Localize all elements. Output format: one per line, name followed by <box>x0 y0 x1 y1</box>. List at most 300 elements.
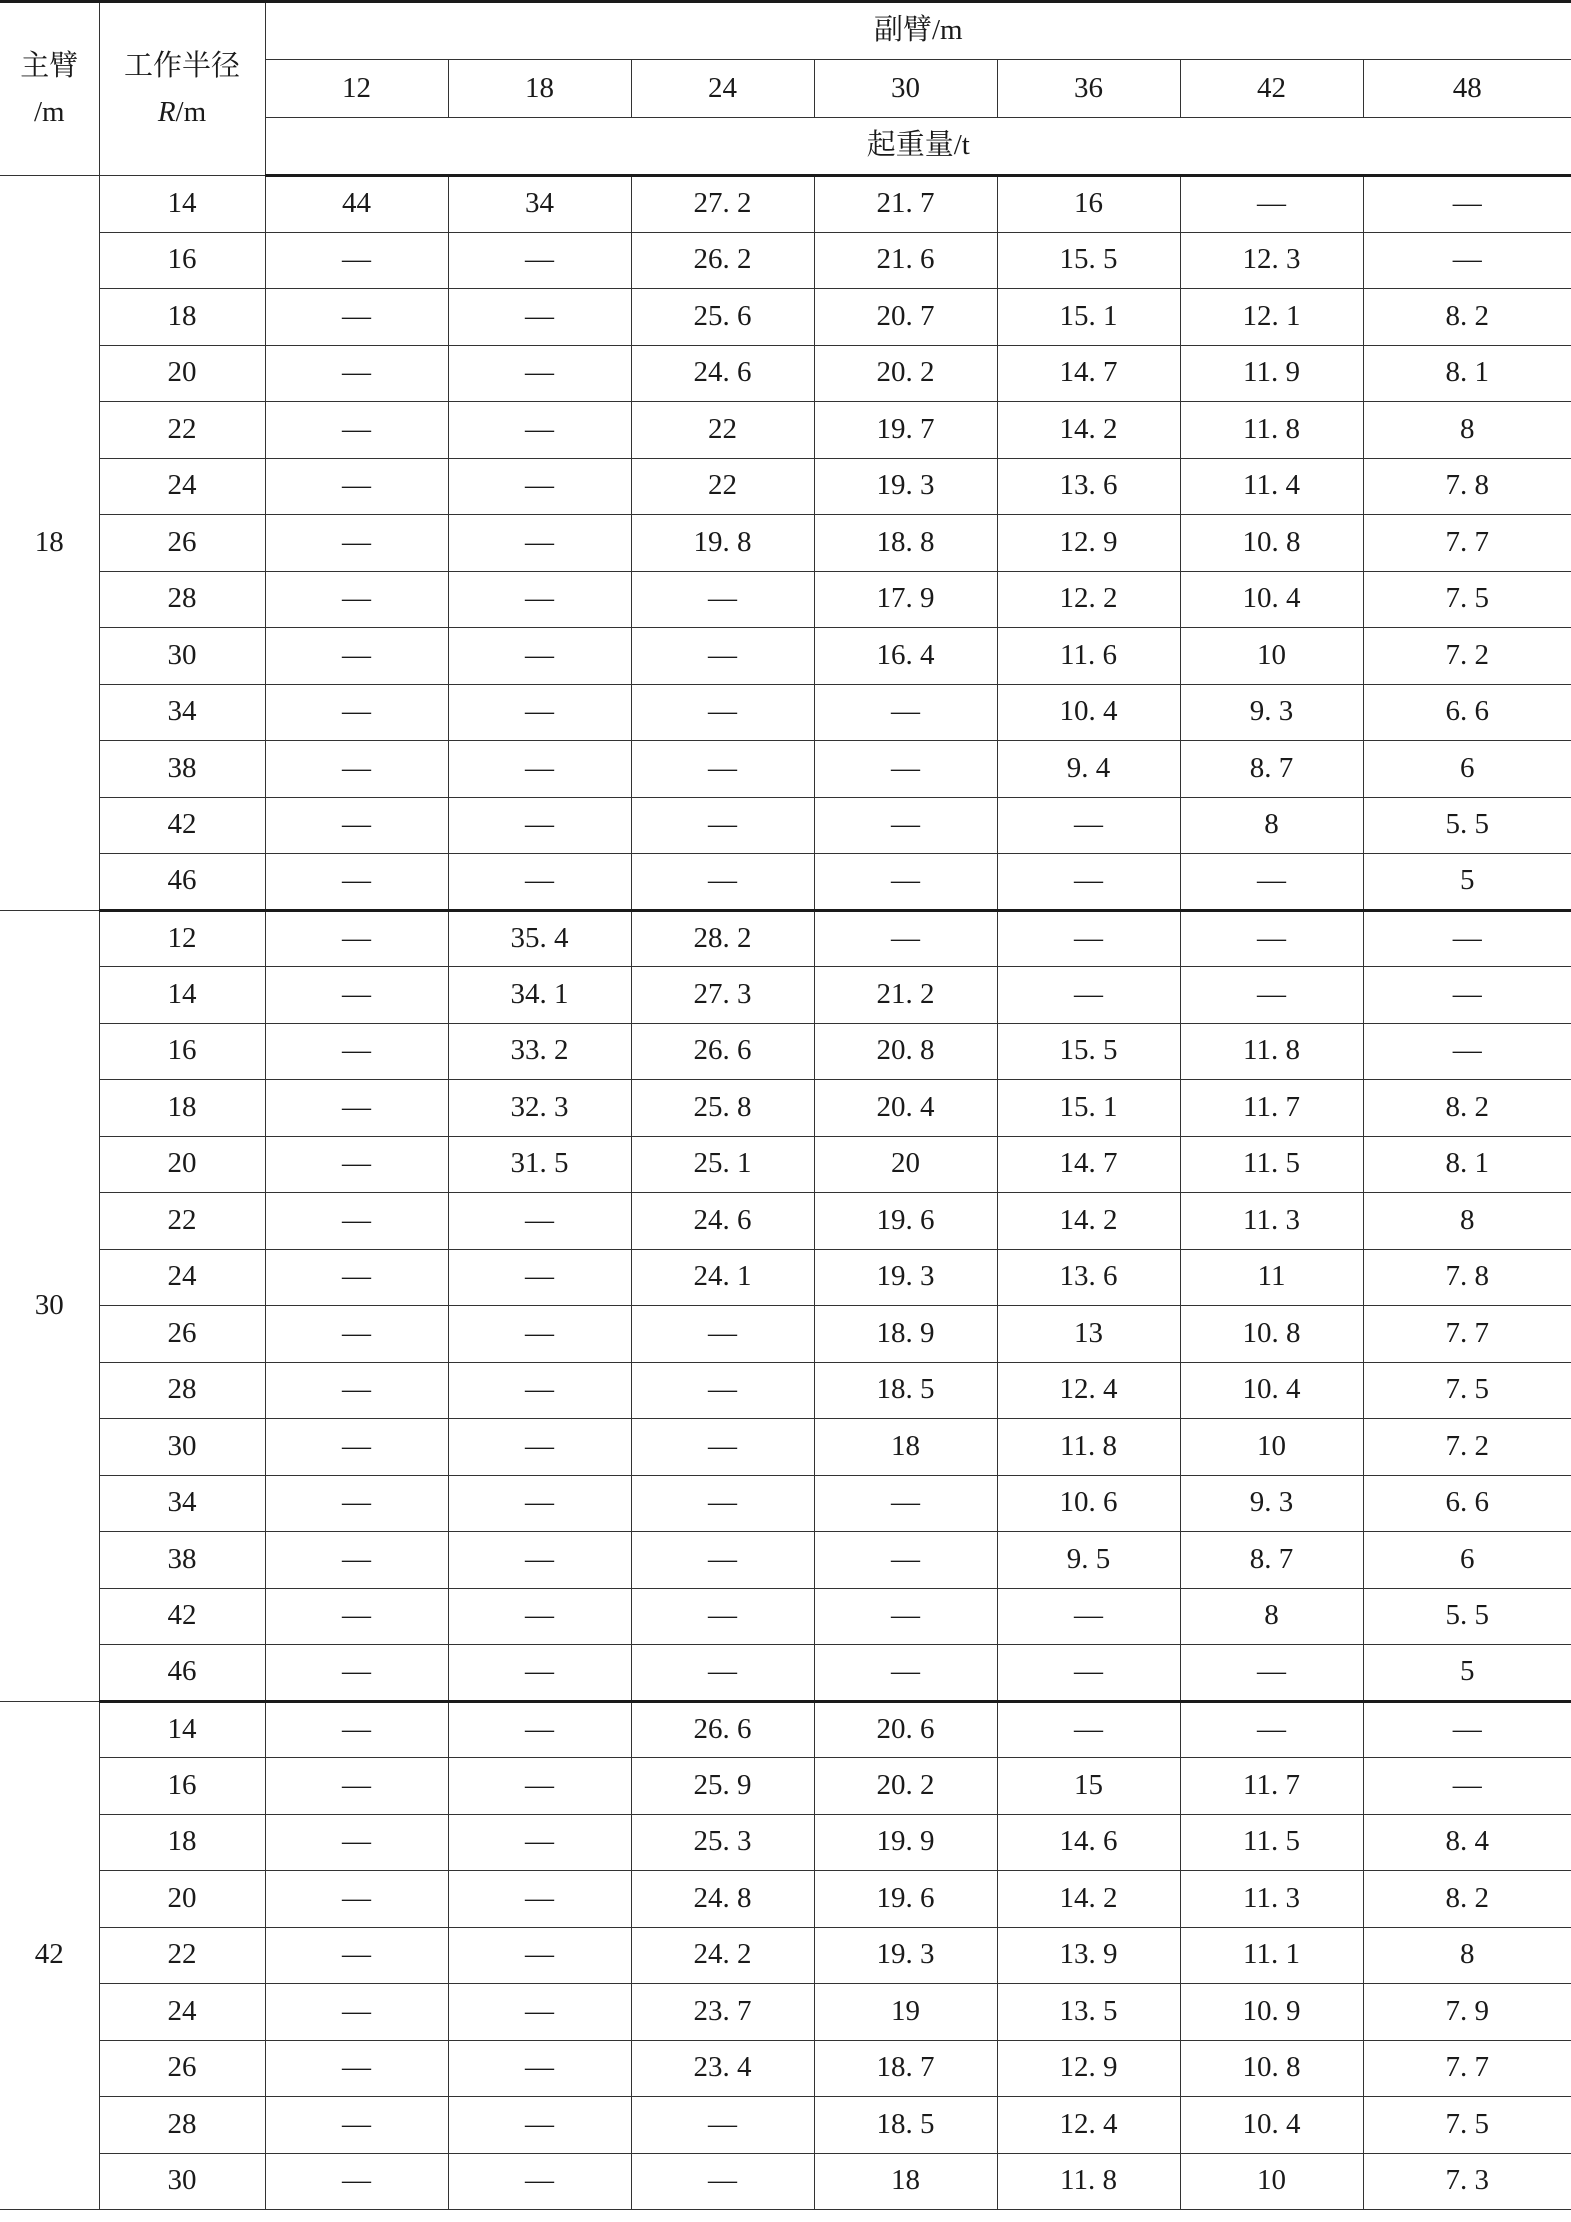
capacity-cell: 11. 4 <box>1180 458 1363 515</box>
jib-length-cell: 12 <box>265 60 448 118</box>
capacity-cell: 12. 4 <box>997 2097 1180 2154</box>
capacity-cell: 16 <box>997 176 1180 233</box>
capacity-cell: 14. 2 <box>997 1193 1180 1250</box>
capacity-cell: 10. 4 <box>997 684 1180 741</box>
capacity-cell: — <box>448 628 631 685</box>
capacity-cell: — <box>631 571 814 628</box>
capacity-cell: 7. 7 <box>1363 1306 1571 1363</box>
radius-header <box>99 2 265 176</box>
capacity-cell: — <box>814 1645 997 1702</box>
radius-cell: 46 <box>99 1645 265 1702</box>
radius-cell: 46 <box>99 854 265 911</box>
capacity-cell: — <box>448 232 631 289</box>
capacity-cell: 20 <box>814 1136 997 1193</box>
jib-length-cell: 42 <box>1180 60 1363 118</box>
capacity-cell: 6 <box>1363 741 1571 798</box>
capacity-cell: 11. 3 <box>1180 1871 1363 1928</box>
capacity-cell: 18. 5 <box>814 1362 997 1419</box>
capacity-cell: — <box>265 1701 448 1758</box>
capacity-cell: 8 <box>1363 402 1571 459</box>
capacity-cell: — <box>448 402 631 459</box>
radius-cell: 26 <box>99 515 265 572</box>
radius-cell: 18 <box>99 1080 265 1137</box>
capacity-cell: 14. 6 <box>997 1814 1180 1871</box>
radius-cell: 38 <box>99 741 265 798</box>
table-row <box>0 232 1571 289</box>
capacity-cell: 9. 4 <box>997 741 1180 798</box>
capacity-cell: 11. 1 <box>1180 1927 1363 1984</box>
capacity-cell: 34 <box>448 176 631 233</box>
capacity-cell: 24. 8 <box>631 1871 814 1928</box>
capacity-cell: 5 <box>1363 854 1571 911</box>
capacity-cell: — <box>631 854 814 911</box>
capacity-cell: 20. 2 <box>814 345 997 402</box>
capacity-cell: — <box>265 2097 448 2154</box>
radius-unit: /m <box>175 96 207 128</box>
capacity-cell: — <box>265 1136 448 1193</box>
capacity-cell: 6. 6 <box>1363 684 1571 741</box>
capacity-cell: — <box>631 628 814 685</box>
capacity-cell: 14. 7 <box>997 345 1180 402</box>
capacity-cell: 7. 5 <box>1363 2097 1571 2154</box>
capacity-cell: 11. 8 <box>997 2153 1180 2210</box>
table-row <box>0 515 1571 572</box>
radius-cell: 14 <box>99 1701 265 1758</box>
capacity-cell: 14. 2 <box>997 1871 1180 1928</box>
capacity-cell: 22 <box>631 458 814 515</box>
capacity-cell: 11. 8 <box>1180 1023 1363 1080</box>
capacity-cell: — <box>1363 967 1571 1024</box>
capacity-cell: 7. 3 <box>1363 2153 1571 2210</box>
capacity-cell: — <box>265 797 448 854</box>
capacity-cell: 5. 5 <box>1363 797 1571 854</box>
capacity-cell: — <box>265 1362 448 1419</box>
table-row <box>0 458 1571 515</box>
capacity-cell: 20. 2 <box>814 1758 997 1815</box>
table-row <box>0 628 1571 685</box>
capacity-cell: — <box>631 1588 814 1645</box>
table-row <box>0 854 1571 911</box>
capacity-cell: 7. 9 <box>1363 1984 1571 2041</box>
capacity-cell: 15 <box>997 1758 1180 1815</box>
capacity-cell: 19. 7 <box>814 402 997 459</box>
capacity-cell: — <box>814 854 997 911</box>
capacity-header: 起重量/t <box>265 118 1571 176</box>
table-row <box>0 1927 1571 1984</box>
capacity-cell: 5 <box>1363 1645 1571 1702</box>
capacity-cell: — <box>448 741 631 798</box>
capacity-cell: — <box>1180 854 1363 911</box>
capacity-cell: 11. 8 <box>1180 402 1363 459</box>
capacity-cell: 25. 3 <box>631 1814 814 1871</box>
table-row <box>0 2040 1571 2097</box>
table-row <box>0 1080 1571 1137</box>
capacity-cell: — <box>631 1419 814 1476</box>
capacity-cell: 6. 6 <box>1363 1475 1571 1532</box>
capacity-cell: 11 <box>1180 1249 1363 1306</box>
capacity-cell: 11. 8 <box>997 1419 1180 1476</box>
jib-length-cell: 36 <box>997 60 1180 118</box>
capacity-cell: — <box>265 2153 448 2210</box>
capacity-cell: 25. 6 <box>631 289 814 346</box>
table-row <box>0 1249 1571 1306</box>
capacity-cell: 17. 9 <box>814 571 997 628</box>
capacity-cell: 20. 8 <box>814 1023 997 1080</box>
radius-cell: 16 <box>99 1758 265 1815</box>
capacity-cell: — <box>265 1645 448 1702</box>
capacity-cell: 27. 3 <box>631 967 814 1024</box>
capacity-cell: — <box>265 1023 448 1080</box>
capacity-cell: 15. 1 <box>997 289 1180 346</box>
capacity-cell: 6 <box>1363 1532 1571 1589</box>
radius-cell: 22 <box>99 1193 265 1250</box>
capacity-cell: 19. 3 <box>814 1927 997 1984</box>
capacity-cell: 10. 9 <box>1180 1984 1363 2041</box>
table-row <box>0 1306 1571 1363</box>
capacity-cell: — <box>448 1758 631 1815</box>
table-row <box>0 289 1571 346</box>
capacity-cell: — <box>631 1362 814 1419</box>
capacity-cell: — <box>448 1306 631 1363</box>
capacity-cell: — <box>997 967 1180 1024</box>
capacity-cell: 12. 2 <box>997 571 1180 628</box>
jib-length-cell: 18 <box>448 60 631 118</box>
capacity-cell: 11. 5 <box>1180 1136 1363 1193</box>
capacity-cell: 8 <box>1363 1193 1571 1250</box>
radius-cell: 14 <box>99 176 265 233</box>
capacity-cell: 8. 7 <box>1180 741 1363 798</box>
main-boom-header <box>0 2 99 176</box>
capacity-cell: 15. 5 <box>997 1023 1180 1080</box>
capacity-cell: — <box>1363 232 1571 289</box>
capacity-cell: — <box>448 1645 631 1702</box>
capacity-cell: 18. 7 <box>814 2040 997 2097</box>
capacity-cell: — <box>1180 1701 1363 1758</box>
capacity-cell: 21. 2 <box>814 967 997 1024</box>
capacity-cell: 24. 2 <box>631 1927 814 1984</box>
capacity-cell: 32. 3 <box>448 1080 631 1137</box>
capacity-cell: 13. 6 <box>997 458 1180 515</box>
capacity-cell: — <box>1363 1758 1571 1815</box>
capacity-cell: — <box>265 1814 448 1871</box>
capacity-cell: 26. 6 <box>631 1023 814 1080</box>
capacity-cell: — <box>814 684 997 741</box>
radius-cell: 12 <box>99 910 265 967</box>
capacity-cell: 18. 5 <box>814 2097 997 2154</box>
table-row <box>0 797 1571 854</box>
jib-length-cell: 48 <box>1363 60 1571 118</box>
capacity-cell: 7. 2 <box>1363 628 1571 685</box>
capacity-cell: 19. 3 <box>814 458 997 515</box>
capacity-cell: — <box>265 967 448 1024</box>
capacity-cell: — <box>265 910 448 967</box>
radius-header-line2 <box>100 89 265 135</box>
capacity-cell: 10. 6 <box>997 1475 1180 1532</box>
capacity-cell: — <box>448 515 631 572</box>
capacity-cell: 20. 4 <box>814 1080 997 1137</box>
capacity-cell: — <box>265 1871 448 1928</box>
capacity-cell: 8. 2 <box>1363 289 1571 346</box>
radius-cell: 34 <box>99 1475 265 1532</box>
radius-symbol: R <box>157 96 176 128</box>
radius-cell: 18 <box>99 1814 265 1871</box>
capacity-cell: — <box>265 571 448 628</box>
table-row <box>0 1984 1571 2041</box>
capacity-cell: — <box>814 1475 997 1532</box>
capacity-cell: 13 <box>997 1306 1180 1363</box>
capacity-cell: — <box>265 1306 448 1363</box>
capacity-cell: — <box>997 854 1180 911</box>
radius-cell: 30 <box>99 628 265 685</box>
capacity-cell: 20. 7 <box>814 289 997 346</box>
capacity-cell: — <box>448 1927 631 1984</box>
main-boom-cell: 42 <box>0 1701 99 2210</box>
capacity-cell: 28. 2 <box>631 910 814 967</box>
capacity-cell: 8. 7 <box>1180 1532 1363 1589</box>
table-row <box>0 1532 1571 1589</box>
capacity-cell: — <box>265 1080 448 1137</box>
capacity-cell: — <box>265 1249 448 1306</box>
capacity-cell: — <box>448 684 631 741</box>
capacity-cell: 12. 9 <box>997 515 1180 572</box>
capacity-cell: — <box>448 1588 631 1645</box>
capacity-cell: 11. 7 <box>1180 1080 1363 1137</box>
capacity-cell: — <box>631 684 814 741</box>
capacity-cell: — <box>631 797 814 854</box>
table-row <box>0 1758 1571 1815</box>
table-row <box>0 967 1571 1024</box>
table-row <box>0 910 1571 967</box>
capacity-cell: 10 <box>1180 628 1363 685</box>
radius-cell: 26 <box>99 1306 265 1363</box>
capacity-cell: 11. 9 <box>1180 345 1363 402</box>
capacity-cell: 44 <box>265 176 448 233</box>
radius-cell: 20 <box>99 345 265 402</box>
capacity-cell: 35. 4 <box>448 910 631 967</box>
capacity-cell: — <box>1180 176 1363 233</box>
capacity-cell: — <box>814 741 997 798</box>
capacity-cell: 10 <box>1180 2153 1363 2210</box>
capacity-cell: 19. 3 <box>814 1249 997 1306</box>
capacity-cell: — <box>448 1701 631 1758</box>
capacity-cell: — <box>265 1475 448 1532</box>
capacity-cell: — <box>265 515 448 572</box>
radius-cell: 34 <box>99 684 265 741</box>
capacity-cell: — <box>1363 910 1571 967</box>
capacity-cell: 21. 6 <box>814 232 997 289</box>
capacity-cell: 8. 2 <box>1363 1871 1571 1928</box>
capacity-cell: — <box>448 1419 631 1476</box>
capacity-cell: — <box>448 1193 631 1250</box>
capacity-cell: 9. 3 <box>1180 684 1363 741</box>
radius-cell: 42 <box>99 1588 265 1645</box>
capacity-cell: — <box>631 1475 814 1532</box>
capacity-cell: 18 <box>814 2153 997 2210</box>
jib-length-cell: 24 <box>631 60 814 118</box>
capacity-cell: 13. 9 <box>997 1927 1180 1984</box>
capacity-cell: — <box>448 1871 631 1928</box>
table-row <box>0 176 1571 233</box>
capacity-cell: 21. 7 <box>814 176 997 233</box>
capacity-cell: 23. 4 <box>631 2040 814 2097</box>
capacity-cell: 34. 1 <box>448 967 631 1024</box>
capacity-cell: 23. 7 <box>631 1984 814 2041</box>
table-row <box>0 571 1571 628</box>
radius-cell: 30 <box>99 1419 265 1476</box>
main-boom-header-line1: 主臂 <box>20 49 79 82</box>
capacity-cell: 26. 6 <box>631 1701 814 1758</box>
capacity-cell: 20. 6 <box>814 1701 997 1758</box>
table-row <box>0 1871 1571 1928</box>
capacity-cell: — <box>631 2153 814 2210</box>
capacity-cell: — <box>448 571 631 628</box>
capacity-cell: — <box>448 797 631 854</box>
capacity-cell: 7. 8 <box>1363 458 1571 515</box>
capacity-cell: 11. 5 <box>1180 1814 1363 1871</box>
table-row <box>0 1701 1571 1758</box>
capacity-cell: 27. 2 <box>631 176 814 233</box>
capacity-cell: — <box>1180 967 1363 1024</box>
main-boom-cell: 18 <box>0 176 99 911</box>
radius-cell: 16 <box>99 232 265 289</box>
capacity-cell: — <box>814 910 997 967</box>
capacity-cell: 18 <box>814 1419 997 1476</box>
main-boom-cell: 30 <box>0 910 99 1701</box>
radius-header-line1: 工作半径 <box>123 49 240 82</box>
capacity-cell: — <box>1180 910 1363 967</box>
capacity-cell: 25. 9 <box>631 1758 814 1815</box>
capacity-cell: 7. 5 <box>1363 571 1571 628</box>
capacity-cell: 8. 4 <box>1363 1814 1571 1871</box>
capacity-cell: 33. 2 <box>448 1023 631 1080</box>
capacity-cell: 19. 6 <box>814 1193 997 1250</box>
capacity-cell: — <box>448 2153 631 2210</box>
capacity-cell: 12. 9 <box>997 2040 1180 2097</box>
table-row <box>0 2097 1571 2154</box>
capacity-cell: 10 <box>1180 1419 1363 1476</box>
main-boom-header-line2: /m <box>33 96 65 128</box>
radius-cell: 24 <box>99 1249 265 1306</box>
capacity-cell: 8 <box>1363 1927 1571 1984</box>
capacity-cell: — <box>265 854 448 911</box>
capacity-cell: 25. 8 <box>631 1080 814 1137</box>
capacity-cell: — <box>448 2040 631 2097</box>
capacity-cell: 24. 6 <box>631 345 814 402</box>
capacity-cell: — <box>265 1758 448 1815</box>
jib-length-cell: 30 <box>814 60 997 118</box>
load-chart-body <box>0 176 1571 2210</box>
table-row <box>0 1023 1571 1080</box>
capacity-cell: 26. 2 <box>631 232 814 289</box>
capacity-cell: 10. 8 <box>1180 1306 1363 1363</box>
capacity-cell: — <box>265 232 448 289</box>
capacity-cell: — <box>448 1532 631 1589</box>
radius-cell: 20 <box>99 1136 265 1193</box>
capacity-cell: — <box>631 741 814 798</box>
capacity-cell: — <box>448 1984 631 2041</box>
radius-cell: 28 <box>99 2097 265 2154</box>
capacity-cell: — <box>814 797 997 854</box>
capacity-cell: 18. 8 <box>814 515 997 572</box>
capacity-cell: — <box>631 1532 814 1589</box>
capacity-cell: — <box>448 1362 631 1419</box>
capacity-cell: — <box>997 1588 1180 1645</box>
table-row <box>0 1475 1571 1532</box>
capacity-cell: 10. 4 <box>1180 571 1363 628</box>
capacity-cell: 13. 6 <box>997 1249 1180 1306</box>
table-row <box>0 1814 1571 1871</box>
capacity-cell: 8. 2 <box>1363 1080 1571 1137</box>
capacity-cell: — <box>265 1532 448 1589</box>
capacity-cell: — <box>265 1419 448 1476</box>
capacity-cell: 8 <box>1180 797 1363 854</box>
radius-cell: 24 <box>99 1984 265 2041</box>
capacity-cell: 11. 6 <box>997 628 1180 685</box>
capacity-cell: 7. 5 <box>1363 1362 1571 1419</box>
capacity-cell: 9. 3 <box>1180 1475 1363 1532</box>
capacity-cell: 19 <box>814 1984 997 2041</box>
radius-cell: 24 <box>99 458 265 515</box>
capacity-cell: — <box>448 458 631 515</box>
capacity-cell: — <box>448 345 631 402</box>
capacity-cell: 7. 2 <box>1363 1419 1571 1476</box>
jib-length-header: 副臂/m <box>265 2 1571 60</box>
capacity-cell: — <box>631 2097 814 2154</box>
capacity-cell: — <box>265 684 448 741</box>
capacity-cell: — <box>265 2040 448 2097</box>
capacity-cell: 12. 4 <box>997 1362 1180 1419</box>
radius-cell: 22 <box>99 402 265 459</box>
radius-cell: 20 <box>99 1871 265 1928</box>
capacity-cell: — <box>448 1249 631 1306</box>
capacity-cell: 14. 7 <box>997 1136 1180 1193</box>
capacity-cell: — <box>265 1193 448 1250</box>
capacity-cell: 24. 6 <box>631 1193 814 1250</box>
capacity-cell: 16. 4 <box>814 628 997 685</box>
radius-cell: 18 <box>99 289 265 346</box>
capacity-cell: 5. 5 <box>1363 1588 1571 1645</box>
capacity-cell: — <box>265 628 448 685</box>
radius-cell: 28 <box>99 1362 265 1419</box>
capacity-cell: — <box>448 2097 631 2154</box>
capacity-cell: 13. 5 <box>997 1984 1180 2041</box>
radius-cell: 14 <box>99 967 265 1024</box>
table-row <box>0 684 1571 741</box>
table-row <box>0 1362 1571 1419</box>
radius-cell: 42 <box>99 797 265 854</box>
capacity-cell: — <box>1180 1645 1363 1702</box>
table-row <box>0 345 1571 402</box>
capacity-cell: 11. 7 <box>1180 1758 1363 1815</box>
capacity-cell: 31. 5 <box>448 1136 631 1193</box>
table-row <box>0 402 1571 459</box>
capacity-cell: — <box>265 402 448 459</box>
table-row <box>0 1588 1571 1645</box>
capacity-cell: 18. 9 <box>814 1306 997 1363</box>
capacity-cell: — <box>997 1645 1180 1702</box>
radius-cell: 16 <box>99 1023 265 1080</box>
capacity-cell: — <box>1363 1701 1571 1758</box>
capacity-cell: 24. 1 <box>631 1249 814 1306</box>
capacity-cell: — <box>1363 1023 1571 1080</box>
capacity-cell: — <box>631 1645 814 1702</box>
capacity-cell: 7. 7 <box>1363 2040 1571 2097</box>
capacity-cell: 7. 7 <box>1363 515 1571 572</box>
capacity-cell: — <box>814 1532 997 1589</box>
capacity-cell: 15. 1 <box>997 1080 1180 1137</box>
table-row <box>0 1136 1571 1193</box>
capacity-cell: 8. 1 <box>1363 345 1571 402</box>
